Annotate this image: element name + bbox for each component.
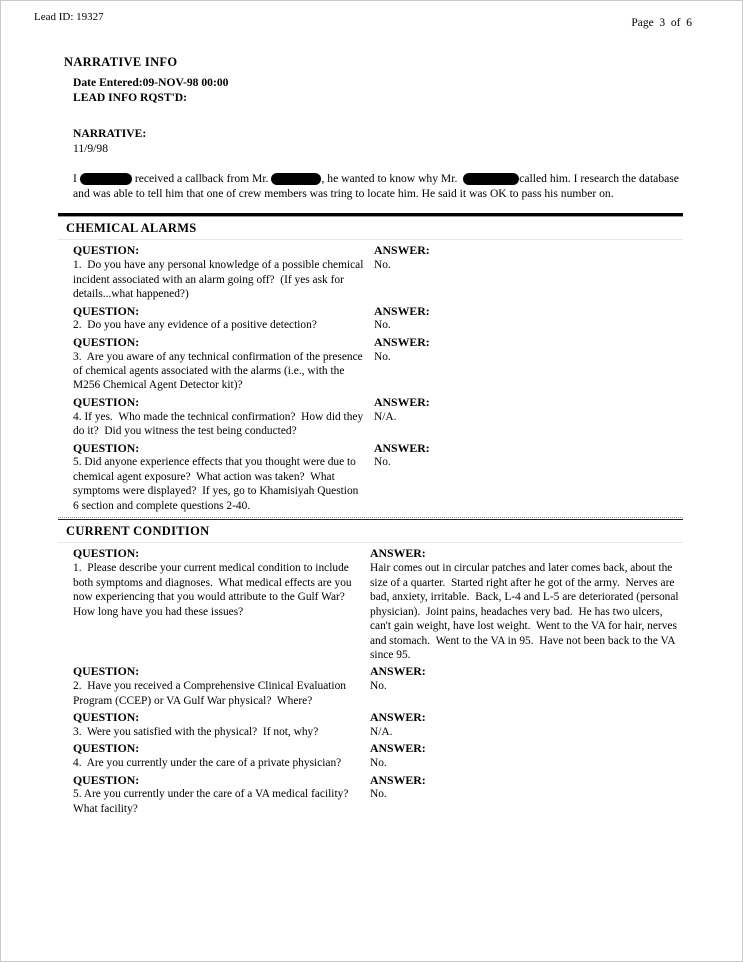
question-text: 2. Have you received a Comprehensive Clinical Evaluation Program (CCEP) or VA Gulf War physical? Where? [73,680,349,707]
question-text: 1. Do you have any personal knowledge of a possible chemical incident associated with an alarm going off? (If yes ask for details...what happened?) [73,259,367,301]
question-label: QUESTION: [73,664,140,679]
qa-item [58,304,683,333]
current-condition-section [58,520,683,816]
question-text: 4. Are you currently under the care of a private physician? [73,757,342,770]
redaction-box [80,173,132,185]
lead-info-rqstd-field: LEAD INFO RQST'D: [73,91,188,105]
question-label: QUESTION: [73,394,140,409]
qa-item [58,441,683,514]
answer-label: ANSWER: [374,394,430,409]
answer-col [374,243,683,272]
narrative-label: NARRATIVE: [73,127,147,141]
current-condition-title: CURRENT CONDITION [58,520,683,543]
answer-label: ANSWER: [374,303,430,318]
narrative-paragraph [64,171,682,201]
answer-col [370,710,683,739]
answer-col [374,441,683,470]
narrative-segment: received a callback from Mr. [134,172,269,186]
question-col [58,741,370,770]
answer-label: ANSWER: [374,243,430,258]
answer-text: No. [370,680,387,693]
redaction-box [271,173,321,185]
question-col [58,395,374,439]
chemical-alarms-rows [58,240,683,513]
qa-item [58,710,683,739]
qa-item [58,546,683,662]
question-text: 4. If yes. Who made the technical confirmation? How did they do it? Did you witness the test being conducted? [73,410,367,438]
question-text: 3. Were you satisfied with the physical? If not, why? [73,725,319,738]
question-col [58,664,370,708]
answer-col [370,741,683,770]
qa-item [58,664,683,708]
narrative-info-title: NARRATIVE INFO [64,55,178,69]
qa-item [58,335,683,393]
answer-label: ANSWER: [370,546,426,561]
question-col [58,335,374,393]
answer-text: Hair comes out in circular patches and later comes back, about the size of a quarter. Started right after he got of the army. Nerves are bad, anxiety, irritable. Back, L-4 and L-5 are deteriorated (personal physician). Joint pains, headaches very bad. He has two ulcers, can't gain weight, have lost weight. Went to the VA for hair, nerves and stomach. Went to the VA in 95. Have not been back to the VA since 95. [370,562,682,661]
current-condition-rows [58,543,683,816]
qa-item [58,243,683,301]
narrative-info-fields [64,75,682,105]
answer-text: No. [374,350,391,363]
question-label: QUESTION: [73,243,140,258]
question-col [58,243,374,301]
question-label: QUESTION: [73,546,140,561]
question-text: 2. Do you have any evidence of a positive detection? [73,319,317,332]
answer-col [370,546,683,662]
narrative-date: 11/9/98 [73,142,108,156]
redaction-box [463,173,519,185]
answer-col [374,335,683,364]
narrative-segment: called him. I research the database and was able to tell him that one of crew members was tring to locate him. He said it was OK to pass his number on. [73,172,679,201]
question-text: 1. Please describe your current medical condition to include both symptoms and diagnoses. What medical effects are you now experiencing that you would attribute to the Gulf War? How long have you had these issues? [73,562,355,618]
question-col [58,304,374,333]
question-text: 5. Are you currently under the care of a VA medical facility? What facility? [73,788,354,815]
answer-label: ANSWER: [370,664,426,679]
answer-label: ANSWER: [370,710,426,725]
question-label: QUESTION: [73,334,140,349]
qa-item [58,741,683,770]
narrative-info-section [1,55,742,201]
question-col [58,773,370,817]
answer-col [370,773,683,802]
answer-label: ANSWER: [374,440,430,455]
page-number-label: Page 3 of 6 [631,17,692,29]
date-entered-field: Date Entered:09-NOV-98 00:00 [73,76,229,89]
question-col [58,546,370,619]
answer-text: No. [374,319,391,332]
answer-label: ANSWER: [374,334,430,349]
qa-item [58,773,683,817]
answer-text: No. [370,757,387,770]
narrative-segment: I [73,172,77,186]
answer-text: N/A. [374,410,397,423]
question-text: 5. Did anyone experience effects that you thought were due to chemical agent exposure? What action was taken? What symptoms were displayed? If yes, go to Khamisiyah Question 6 section and complete questions 2-40. [73,456,362,512]
answer-text: No. [374,259,391,272]
answer-text: No. [374,456,391,469]
answer-label: ANSWER: [370,772,426,787]
page-header [1,1,742,29]
question-text: 3. Are you aware of any technical confirmation of the presence of chemical agents associated with the alarms (i.e., with the M256 Chemical Agent Detector kit)? [73,350,366,392]
narrative-segment: , he wanted to know why Mr. [321,172,461,186]
answer-text: N/A. [370,725,393,738]
qa-item [58,395,683,439]
answer-text: No. [370,788,387,801]
question-col [58,710,370,739]
answer-col [370,664,683,693]
answer-col [374,395,683,424]
question-label: QUESTION: [73,710,140,725]
answer-col [374,304,683,333]
narrative-block [64,126,682,156]
chemical-alarms-section [58,217,683,513]
question-label: QUESTION: [73,772,140,787]
question-label: QUESTION: [73,303,140,318]
lead-id-label: Lead ID: 19327 [34,11,104,23]
question-col [58,441,374,514]
answer-label: ANSWER: [370,741,426,756]
question-label: QUESTION: [73,741,140,756]
question-label: QUESTION: [73,440,140,455]
chemical-alarms-title: CHEMICAL ALARMS [58,217,683,240]
